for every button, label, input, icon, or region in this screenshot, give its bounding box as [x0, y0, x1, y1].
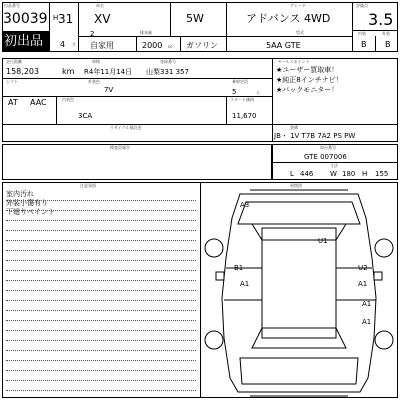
fuel: ガソリン [186, 41, 218, 50]
grade-top: 5W [186, 12, 204, 25]
grade-label: グレード [290, 3, 306, 8]
recycle-label: リサイクル預託金 [110, 125, 142, 130]
damage-mark: A1 [358, 280, 368, 288]
wheel-front-right [375, 239, 393, 257]
remarks-label: 注意事項 [80, 183, 96, 188]
sales-point: ★ユーザー買取車！ [276, 66, 339, 74]
wheel-rear-right [375, 331, 393, 349]
notes-label: セールスポイント [278, 59, 310, 64]
ac-type: AAC [30, 98, 47, 107]
price-label: スタート価格 [230, 97, 254, 102]
wheel-rear-left [205, 331, 223, 349]
grade: アドバンス 4WD [246, 12, 331, 25]
price: 11,670 [232, 112, 257, 120]
lot-number: 30039 [3, 11, 48, 27]
damage-mark: A1 [240, 280, 250, 288]
interior-grade: B [361, 40, 367, 49]
lot-label: 出品番号 [4, 3, 20, 8]
equipment: JB・ 1V T7B 7A2 PS PW [274, 132, 356, 140]
color-code: 7V [104, 86, 114, 94]
car-trunk [240, 358, 358, 384]
length: 446 [300, 170, 314, 178]
year-prefix: H [53, 14, 59, 22]
damage-mark: B1 [234, 264, 244, 272]
capacity-unit: 人 [256, 90, 260, 95]
month-suffix: 月 [72, 42, 76, 47]
damage-mark: A1 [362, 300, 372, 308]
car-windshield [252, 224, 346, 240]
car-diagram [200, 188, 398, 398]
capacity: 5 [232, 88, 237, 96]
length-prefix: L [290, 170, 294, 178]
car-hood [238, 202, 360, 224]
sales-points [276, 66, 396, 94]
capacity-label: 乗車定員 [232, 79, 248, 84]
remark-item: 下廻りペイント [6, 208, 55, 216]
reg-label: 登録番号 [160, 59, 176, 64]
score: 3.5 [368, 10, 394, 29]
sub-label-interior: 内装 [358, 31, 366, 36]
mileage-unit: km [62, 67, 75, 76]
color-name: 3CA [78, 112, 93, 120]
year: 31 [58, 12, 74, 26]
frame-label: 車台番号 [320, 145, 336, 150]
sub-label-exterior: 外装 [382, 31, 390, 36]
equip-label: 装備 [290, 125, 298, 130]
engine-unit: cc [168, 44, 173, 49]
sales-point: ★バックモニター！ [276, 86, 339, 94]
first-listing-badge-text: 初出品 [4, 34, 44, 49]
score-label: 評価点 [356, 3, 368, 8]
frame-number: GTE 007006 [304, 153, 347, 161]
model: XV [94, 12, 111, 26]
height-prefix: H [362, 170, 368, 178]
inspector-frame [2, 144, 272, 180]
month: 4 [60, 40, 66, 49]
damage-mark: A1 [362, 318, 372, 326]
damage-mark: U2 [358, 264, 368, 272]
inspection-label: 車検 [92, 59, 100, 64]
width-prefix: W [330, 170, 337, 178]
interior-color-label: 内装色 [62, 97, 74, 102]
chassis-code: 5AA GTE [266, 41, 301, 50]
model-label: 車名 [96, 3, 104, 8]
diagram-label: 展開図 [290, 183, 302, 188]
remark-item: 室内汚れ [6, 190, 34, 198]
engine-cc: 2000 [142, 41, 163, 50]
engine-label: 排気量 [140, 30, 152, 35]
wheel-front-left [205, 239, 223, 257]
shift-type: AT [8, 98, 18, 107]
inspector-label: 検査員報告 [110, 145, 130, 150]
usage: 自家用 [90, 41, 114, 50]
transmission-label: シフト [6, 79, 18, 84]
doors: 2 [90, 30, 95, 38]
remarks-list [6, 190, 196, 216]
mileage-label: 走行距離 [6, 59, 22, 64]
exterior-grade: B [385, 40, 391, 49]
remark-item: 外装小傷有り [6, 199, 48, 207]
registration: 山梨331 357 [146, 68, 189, 76]
mileage: 158,203 [6, 67, 40, 76]
inspection-date: R4年11月14日 [84, 68, 133, 76]
color-label: 外装色 [88, 79, 100, 84]
height: 155 [375, 170, 389, 178]
size-label: 寸法 [330, 163, 338, 168]
damage-mark: A3 [240, 201, 250, 209]
type-label: 型式 [296, 30, 304, 35]
sales-point: ★純正8インチナビ！ [276, 76, 343, 84]
width: 180 [342, 170, 356, 178]
damage-mark: U1 [318, 237, 328, 245]
